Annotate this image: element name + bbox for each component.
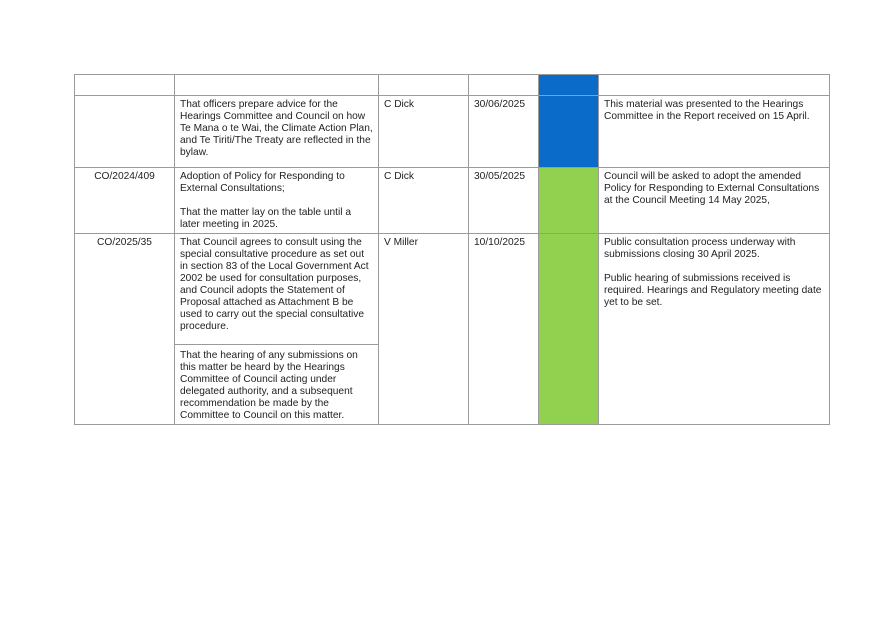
comment-cell	[599, 234, 830, 425]
due-date-cell: 10/10/2025	[469, 234, 539, 425]
officer-cell: C Dick	[379, 96, 469, 168]
table-row	[75, 234, 830, 425]
comment-cell: This material was presented to the Hearings Committee in the Report received on 15 April.	[599, 96, 830, 168]
table-row	[75, 96, 830, 168]
comment-text: Public hearing of submissions received is required. Hearings and Regulatory meeting date yet to be set.	[604, 273, 822, 308]
due-date-cell: 30/06/2025	[469, 96, 539, 168]
status-color-cell-green	[539, 234, 599, 425]
resolution-text-continued	[175, 344, 378, 424]
officer-cell	[379, 75, 469, 96]
ref-cell: CO/2024/409	[75, 168, 175, 234]
resolution-cell: That officers prepare advice for the Hearings Committee and Council on how Te Mana o te Wai, the Climate Action Plan, and Te Tiriti/The Treaty are reflected in the bylaw.	[175, 96, 379, 168]
resolution-text: That Council agrees to consult using the special consultative procedure as set out in section 83 of the Local Government Act 2002 be used for consultation purposes, and Council adopts the Statement of Proposal attached as Attachment B be used to carry out the special consultative procedure.	[180, 237, 369, 332]
status-color-cell-blue	[539, 96, 599, 168]
ref-cell	[75, 96, 175, 168]
officer-cell: V Miller	[379, 234, 469, 425]
ref-cell	[75, 75, 175, 96]
status-color-cell-blue	[539, 75, 599, 96]
table-row	[75, 168, 830, 234]
status-color-cell-green	[539, 168, 599, 234]
resolution-text: That the matter lay on the table until a later meeting in 2025.	[180, 207, 352, 230]
comment-cell: Council will be asked to adopt the amended Policy for Responding to External Consultations at the Council Meeting 14 May 2025,	[599, 168, 830, 234]
table-row-continuation	[75, 75, 830, 96]
comment-text: Public consultation process underway with submissions closing 30 April 2025.	[604, 237, 796, 260]
cell-margin-mark	[184, 424, 185, 425]
resolution-cell	[175, 234, 379, 425]
ref-cell: CO/2025/35	[75, 234, 175, 425]
comment-cell	[599, 75, 830, 96]
resolution-cell	[175, 75, 379, 96]
resolution-text: That the hearing of any submissions on this matter be heard by the Hearings Committee of Council acting under delegated authority, and a subsequent recommendation be made by the Committee to Council on this matter.	[180, 350, 358, 421]
resolution-text: Adoption of Policy for Responding to External Consultations;	[180, 171, 345, 194]
officer-cell: C Dick	[379, 168, 469, 234]
resolution-cell	[175, 168, 379, 234]
resolutions-table	[74, 74, 830, 425]
due-date-cell	[469, 75, 539, 96]
due-date-cell: 30/05/2025	[469, 168, 539, 234]
